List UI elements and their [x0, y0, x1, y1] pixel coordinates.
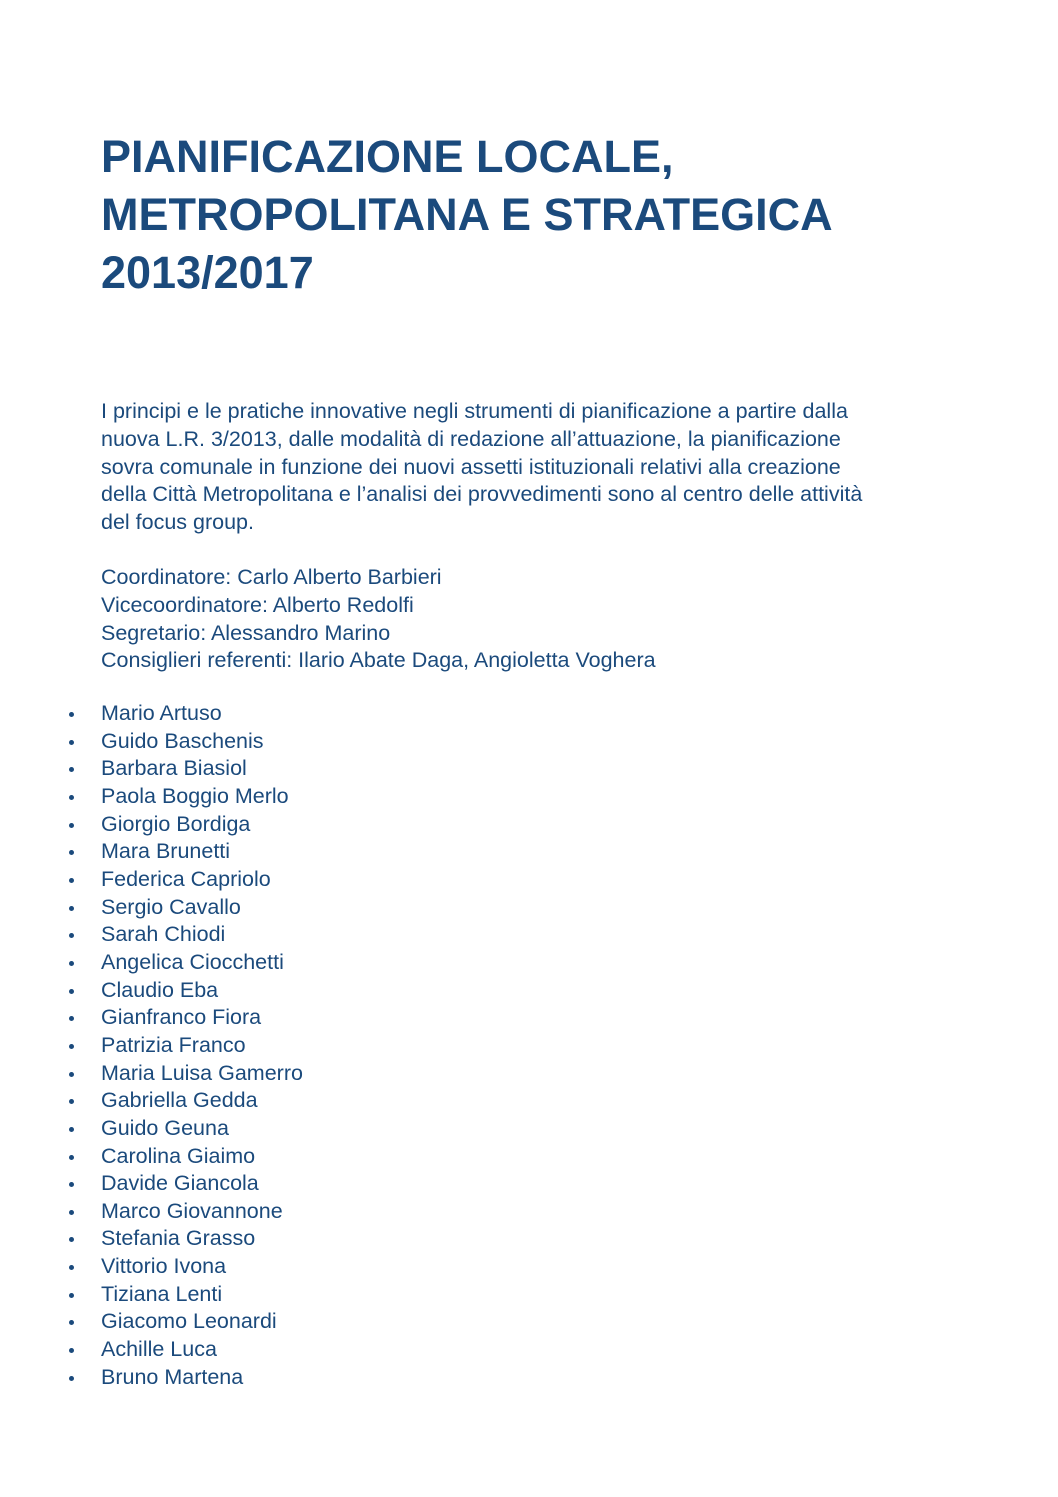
member-name: Angelica Ciocchetti — [101, 949, 284, 974]
bullet-icon — [69, 906, 74, 911]
member-name: Mara Brunetti — [101, 839, 231, 864]
intro-line: nuova L.R. 3/2013, dalle modalità di redazione all’attuazione, la pianificazione — [101, 426, 841, 451]
intro-line: I principi e le pratiche innovative negli strumenti di pianificazione a partire dalla — [101, 399, 848, 423]
title-line: PIANIFICAZIONE LOCALE, — [101, 131, 674, 182]
roles-block — [101, 564, 971, 675]
intro-paragraph — [101, 398, 971, 537]
list-item — [0, 1143, 600, 1171]
bullet-icon — [69, 1016, 74, 1021]
member-name: Guido Geuna — [101, 1115, 229, 1140]
list-item — [0, 1253, 600, 1281]
list-item — [0, 1060, 600, 1088]
intro-line: sovra comunale in funzione dei nuovi assetti istituzionali relativi alla creazione — [101, 454, 841, 479]
bullet-icon — [69, 1320, 74, 1325]
list-item — [0, 1281, 600, 1309]
title-line: METROPOLITANA E STRATEGICA — [101, 189, 833, 240]
bullet-icon — [69, 1348, 74, 1353]
members-list — [0, 700, 600, 1391]
list-item — [0, 1364, 600, 1392]
bullet-icon — [69, 823, 74, 828]
bullet-icon — [69, 1072, 74, 1077]
member-name: Barbara Biasiol — [101, 756, 247, 781]
list-item — [0, 811, 600, 839]
bullet-icon — [69, 961, 74, 966]
member-name: Gabriella Gedda — [101, 1088, 258, 1113]
member-name: Guido Baschenis — [101, 728, 264, 753]
list-item — [0, 921, 600, 949]
bullet-icon — [69, 1044, 74, 1049]
member-name: Giorgio Bordiga — [101, 811, 251, 836]
member-name: Patrizia Franco — [101, 1032, 246, 1057]
bullet-icon — [69, 1182, 74, 1187]
list-item — [0, 977, 600, 1005]
list-item — [0, 838, 600, 866]
role-secretary: Segretario: Alessandro Marino — [101, 620, 391, 645]
bullet-icon — [69, 1237, 74, 1242]
member-name: Mario Artuso — [101, 701, 222, 725]
list-item — [0, 700, 600, 728]
list-item — [0, 1004, 600, 1032]
member-name: Bruno Martena — [101, 1364, 244, 1389]
list-item — [0, 894, 600, 922]
page-title — [101, 128, 1001, 302]
list-item — [0, 1198, 600, 1226]
bullet-icon — [69, 712, 74, 717]
bullet-icon — [69, 1265, 74, 1270]
member-name: Sergio Cavallo — [101, 894, 241, 919]
title-line: 2013/2017 — [101, 247, 314, 298]
member-name: Vittorio Ivona — [101, 1254, 227, 1279]
list-item — [0, 1336, 600, 1364]
member-name: Tiziana Lenti — [101, 1281, 223, 1306]
list-item — [0, 1308, 600, 1336]
list-item — [0, 949, 600, 977]
list-item — [0, 1115, 600, 1143]
bullet-icon — [69, 933, 74, 938]
bullet-icon — [69, 1293, 74, 1298]
member-name: Maria Luisa Gamerro — [101, 1060, 303, 1085]
role-advisors: Consiglieri referenti: Ilario Abate Daga, Angioletta Voghera — [101, 648, 656, 673]
bullet-icon — [69, 850, 74, 855]
bullet-icon — [69, 878, 74, 883]
bullet-icon — [69, 795, 74, 800]
member-name: Paola Boggio Merlo — [101, 783, 289, 808]
bullet-icon — [69, 989, 74, 994]
list-item — [0, 728, 600, 756]
bullet-icon — [69, 1127, 74, 1132]
bullet-icon — [69, 1155, 74, 1160]
intro-line: del focus group. — [101, 510, 254, 535]
bullet-icon — [69, 1099, 74, 1104]
member-name: Stefania Grasso — [101, 1226, 256, 1251]
list-item — [0, 866, 600, 894]
bullet-icon — [69, 1376, 74, 1381]
member-name: Achille Luca — [101, 1337, 217, 1362]
bullet-icon — [69, 740, 74, 745]
member-name: Carolina Giaimo — [101, 1143, 256, 1168]
member-name: Gianfranco Fiora — [101, 1005, 262, 1030]
list-item — [0, 1170, 600, 1198]
list-item — [0, 1087, 600, 1115]
list-item — [0, 1032, 600, 1060]
member-name: Claudio Eba — [101, 977, 219, 1002]
bullet-icon — [69, 1210, 74, 1215]
role-coordinator: Coordinatore: Carlo Alberto Barbieri — [101, 565, 442, 589]
list-item — [0, 1225, 600, 1253]
bullet-icon — [69, 767, 74, 772]
member-name: Davide Giancola — [101, 1171, 259, 1196]
role-vice-coordinator: Vicecoordinatore: Alberto Redolfi — [101, 592, 414, 617]
list-item — [0, 783, 600, 811]
member-name: Sarah Chiodi — [101, 922, 226, 947]
member-name: Federica Capriolo — [101, 866, 271, 891]
intro-line: della Città Metropolitana e l’analisi dei provvedimenti sono al centro delle attività — [101, 482, 863, 507]
member-name: Marco Giovannone — [101, 1198, 283, 1223]
list-item — [0, 755, 600, 783]
member-name: Giacomo Leonardi — [101, 1309, 277, 1334]
